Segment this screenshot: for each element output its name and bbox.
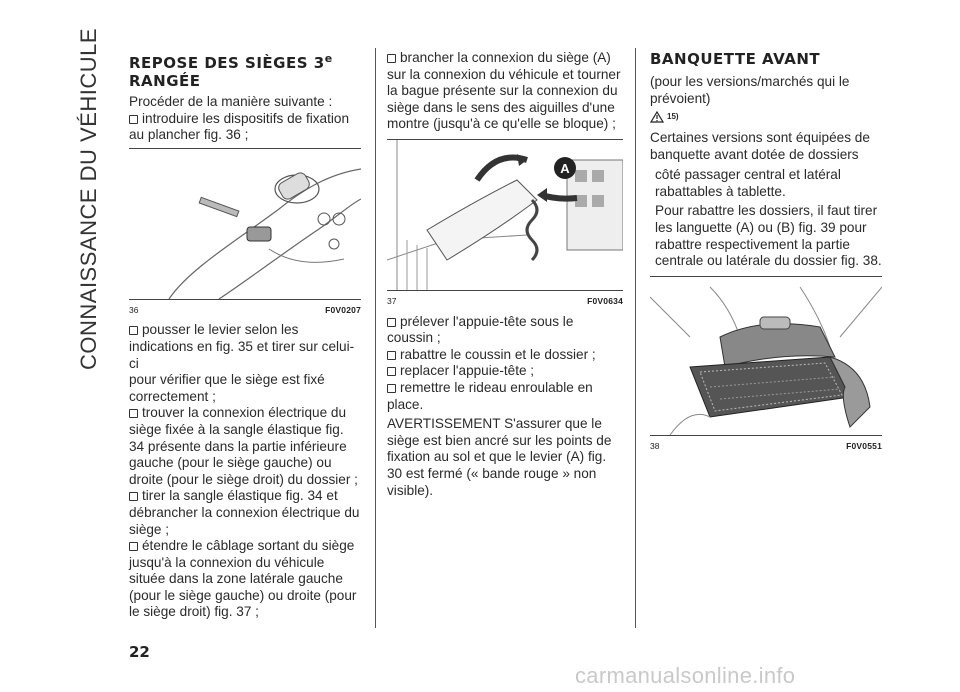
section-title-text: CONNAISSANCE DU VÉHICULE [76, 27, 101, 370]
section-title [76, 27, 106, 370]
watermark: carmanualsonline.info [575, 663, 796, 688]
checkbox-bullet-icon [129, 115, 138, 124]
figure-36 [129, 148, 361, 300]
checkbox-bullet-icon [129, 542, 138, 551]
figure-caption: 37 F0V0634 [387, 295, 623, 306]
warning-text: AVERTISSEMENT S'assurer que le siège est bien ancré sur les points de fixation au sol et que le levier (A) fig. 30 est fermé (« bande rouge » non visible). [387, 416, 612, 498]
paragraph: (pour les versions/marchés qui le prévoient) [650, 74, 850, 106]
figure-caption: 38 F0V0551 [650, 440, 882, 451]
step-item: replacer l'appuie-tête ; [387, 363, 623, 380]
checkbox-bullet-icon [129, 326, 138, 335]
figure-38 [650, 276, 882, 436]
step-item: prélever l'appuie-tête sous le coussin ; [387, 313, 574, 346]
front-bench-illustration [650, 277, 882, 435]
step-item: rabattre le coussin et le dossier ; [387, 347, 623, 364]
intro-text: Procéder de la manière suivante : [129, 94, 333, 109]
checkbox-bullet-icon [387, 351, 396, 360]
checkbox-bullet-icon [387, 318, 396, 327]
paragraph: Pour rabattre les dossiers, il faut tirer les languette (A) ou (B) fig. 39 pour rabattre respectivement la partie centrale ou latérale du dossier fig. 38. [655, 203, 882, 269]
callout-a: A [560, 160, 570, 176]
column-divider [635, 48, 636, 628]
checkbox-bullet-icon [387, 54, 396, 63]
step-item: étendre le câblage sortant du siège jusqu'à la connexion du véhicule située dans la zone latérale gauche (pour le siège gauche) ou droite (pour le siège droit) fig. 37 ; [129, 538, 357, 620]
step-text: pour vérifier que le siège est fixé correctement ; [129, 372, 325, 404]
seat-fixing-illustration [129, 149, 361, 299]
step-item: tirer la sangle élastique fig. 34 et débrancher la connexion électrique du siège ; [129, 488, 360, 537]
section-heading: REPOSE DES SIÈGES 3e RANGÉE [129, 52, 333, 90]
paragraph: côté passager central et latéral rabattables à tablette. [655, 167, 841, 199]
warning-reference: 15) [650, 109, 679, 126]
step-item: trouver la connexion électrique du siège fixée à la sangle élastique fig. 34 présente dans la partie inférieure gauche (pour le siège gauche) ou droite (pour le siège droit) du dossier ; [129, 405, 358, 487]
figure-caption: 36 F0V0207 [129, 304, 361, 315]
checkbox-bullet-icon [387, 367, 396, 376]
column-divider [375, 48, 376, 628]
step-item: introduire les dispositifs de fixation au plancher fig. 36 ; [129, 110, 350, 143]
checkbox-bullet-icon [387, 384, 396, 393]
column-1 [129, 50, 361, 621]
connector-illustration [387, 140, 623, 290]
step-item: remettre le rideau enroulable en place. [387, 379, 593, 412]
warning-triangle-icon [650, 111, 664, 123]
page-number: 22 [129, 643, 150, 661]
column-2 [387, 50, 623, 499]
checkbox-bullet-icon [129, 409, 138, 418]
checkbox-bullet-icon [129, 492, 138, 501]
step-item: pousser le levier selon les indications en fig. 35 et tirer sur celui-ci [129, 322, 355, 371]
step-item: brancher la connexion du siège (A) sur la connexion du véhicule et tourner la bague présente sur la connexion du siège dans le sens des aiguilles d'une montre (jusqu'à ce qu'elle se bloque) ; [387, 50, 621, 132]
paragraph: Certaines versions sont équipées de banquette avant dotée de dossiers [650, 130, 870, 162]
section-heading: BANQUETTE AVANT [650, 50, 821, 68]
column-3 [650, 50, 882, 454]
figure-37 [387, 139, 623, 291]
